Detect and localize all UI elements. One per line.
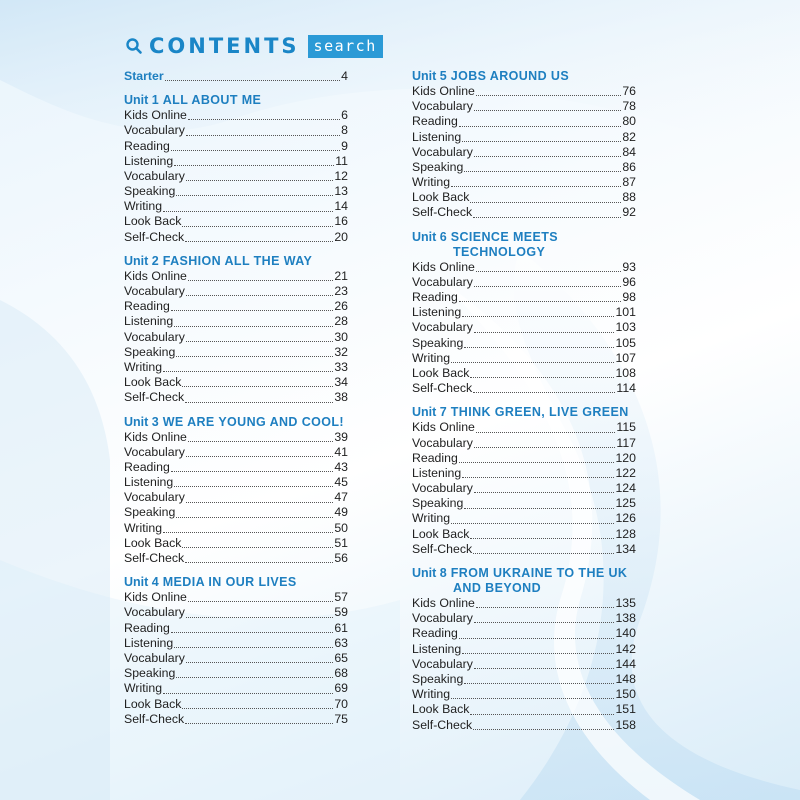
toc-row: Kids Online 39	[124, 429, 348, 444]
starter-page: 4	[341, 68, 348, 83]
toc-row: Kids Online 76	[412, 83, 636, 98]
toc-row: Writing 50	[124, 520, 348, 535]
toc-row: Listening 45	[124, 475, 348, 490]
toc-row: Self-Check 56	[124, 551, 348, 566]
toc-row: Look Back 51	[124, 535, 348, 550]
leader-dots	[165, 79, 341, 81]
unit-heading: Unit 1 ALL ABOUT ME	[124, 93, 262, 108]
toc-row: Kids Online 115	[412, 420, 636, 435]
toc-row: Reading 43	[124, 459, 348, 474]
toc-row: Reading 61	[124, 620, 348, 635]
toc-row: Vocabulary 144	[412, 656, 636, 671]
toc-row: Vocabulary 65	[124, 650, 348, 665]
toc-row: Self-Check 38	[124, 390, 348, 405]
unit-heading: Unit 6 SCIENCE MEETS TECHNOLOGY	[412, 229, 559, 259]
toc-row: Reading 80	[412, 114, 636, 129]
toc-row: Vocabulary 41	[124, 444, 348, 459]
unit-heading: Unit 8 FROM UKRAINE TO THE UK AND BEYOND	[412, 566, 628, 596]
toc-row: Vocabulary 59	[124, 605, 348, 620]
toc-row: Writing 33	[124, 359, 348, 374]
toc-row: Reading 26	[124, 299, 348, 314]
toc-row: Speaking 86	[412, 159, 636, 174]
toc-row: Listening 63	[124, 635, 348, 650]
unit-heading: Unit 2 FASHION ALL THE WAY	[124, 253, 313, 268]
toc-row: Self-Check 134	[412, 541, 636, 556]
toc-row: Reading 140	[412, 626, 636, 641]
toc-row: Speaking 49	[124, 505, 348, 520]
toc-row: Self-Check 92	[412, 205, 636, 220]
toc-row: Vocabulary 117	[412, 435, 636, 450]
toc-row: Kids Online 21	[124, 268, 348, 283]
toc-row: Look Back 70	[124, 696, 348, 711]
unit-heading: Unit 4 MEDIA IN OUR LIVES	[124, 575, 297, 590]
toc-row: Listening 11	[124, 153, 348, 168]
toc-row: Self-Check 75	[124, 711, 348, 726]
toc-row: Speaking 32	[124, 344, 348, 359]
toc-row: Look Back 108	[412, 365, 636, 380]
toc-row: Writing 69	[124, 681, 348, 696]
toc-row: Reading 98	[412, 290, 636, 305]
toc-row: Look Back 151	[412, 702, 636, 717]
toc-row: Look Back 16	[124, 214, 348, 229]
toc-row: Listening 101	[412, 305, 636, 320]
toc-row: Vocabulary 84	[412, 144, 636, 159]
toc-row: Listening 122	[412, 465, 636, 480]
unit-heading: Unit 5 JOBS AROUND US	[412, 69, 570, 83]
toc-row: Listening 28	[124, 314, 348, 329]
toc-row: Vocabulary 8	[124, 123, 348, 138]
toc-row: Self-Check 114	[412, 381, 636, 396]
toc-row: Speaking 105	[412, 335, 636, 350]
toc-row: Kids Online 93	[412, 259, 636, 274]
toc-row: Kids Online 135	[412, 596, 636, 611]
toc-row: Listening 142	[412, 641, 636, 656]
toc-row: Listening 82	[412, 129, 636, 144]
toc-row: Writing 126	[412, 511, 636, 526]
toc-row: Self-Check 158	[412, 717, 636, 732]
toc-row: Speaking 13	[124, 184, 348, 199]
toc-row-starter	[124, 69, 348, 84]
toc-row: Kids Online 57	[124, 590, 348, 605]
toc-row: Writing 87	[412, 175, 636, 190]
toc-row: Vocabulary 96	[412, 274, 636, 289]
toc-row: Vocabulary 78	[412, 99, 636, 114]
starter-label: Starter	[124, 68, 164, 83]
toc-row: Vocabulary 103	[412, 320, 636, 335]
unit-heading: Unit 7 THINK GREEN, LIVE GREEN	[412, 405, 629, 420]
magnifier-icon	[125, 37, 143, 55]
toc-row: Kids Online 6	[124, 108, 348, 123]
toc-row: Speaking 125	[412, 496, 636, 511]
contents-title: CONTENTS	[149, 34, 300, 58]
toc-row: Speaking 68	[124, 666, 348, 681]
search-label: search	[308, 35, 383, 58]
contents-header	[125, 33, 383, 59]
toc-row: Speaking 148	[412, 671, 636, 686]
toc-row: Vocabulary 23	[124, 284, 348, 299]
toc-row: Look Back 34	[124, 375, 348, 390]
toc-row: Vocabulary 12	[124, 168, 348, 183]
unit-heading: Unit 3 WE ARE YOUNG AND COOL!	[124, 414, 344, 429]
toc-row: Look Back 128	[412, 526, 636, 541]
toc-row: Writing 150	[412, 687, 636, 702]
toc-row: Writing 14	[124, 199, 348, 214]
toc-row: Reading 9	[124, 138, 348, 153]
toc-row: Look Back 88	[412, 190, 636, 205]
toc-row: Self-Check 20	[124, 229, 348, 244]
toc-column-left	[124, 69, 348, 727]
toc-row: Vocabulary 138	[412, 611, 636, 626]
toc-column-right	[412, 69, 636, 733]
toc-row: Vocabulary 30	[124, 329, 348, 344]
toc-row: Writing 107	[412, 350, 636, 365]
toc-row: Vocabulary 124	[412, 481, 636, 496]
toc-row: Vocabulary 47	[124, 490, 348, 505]
toc-row: Reading 120	[412, 450, 636, 465]
